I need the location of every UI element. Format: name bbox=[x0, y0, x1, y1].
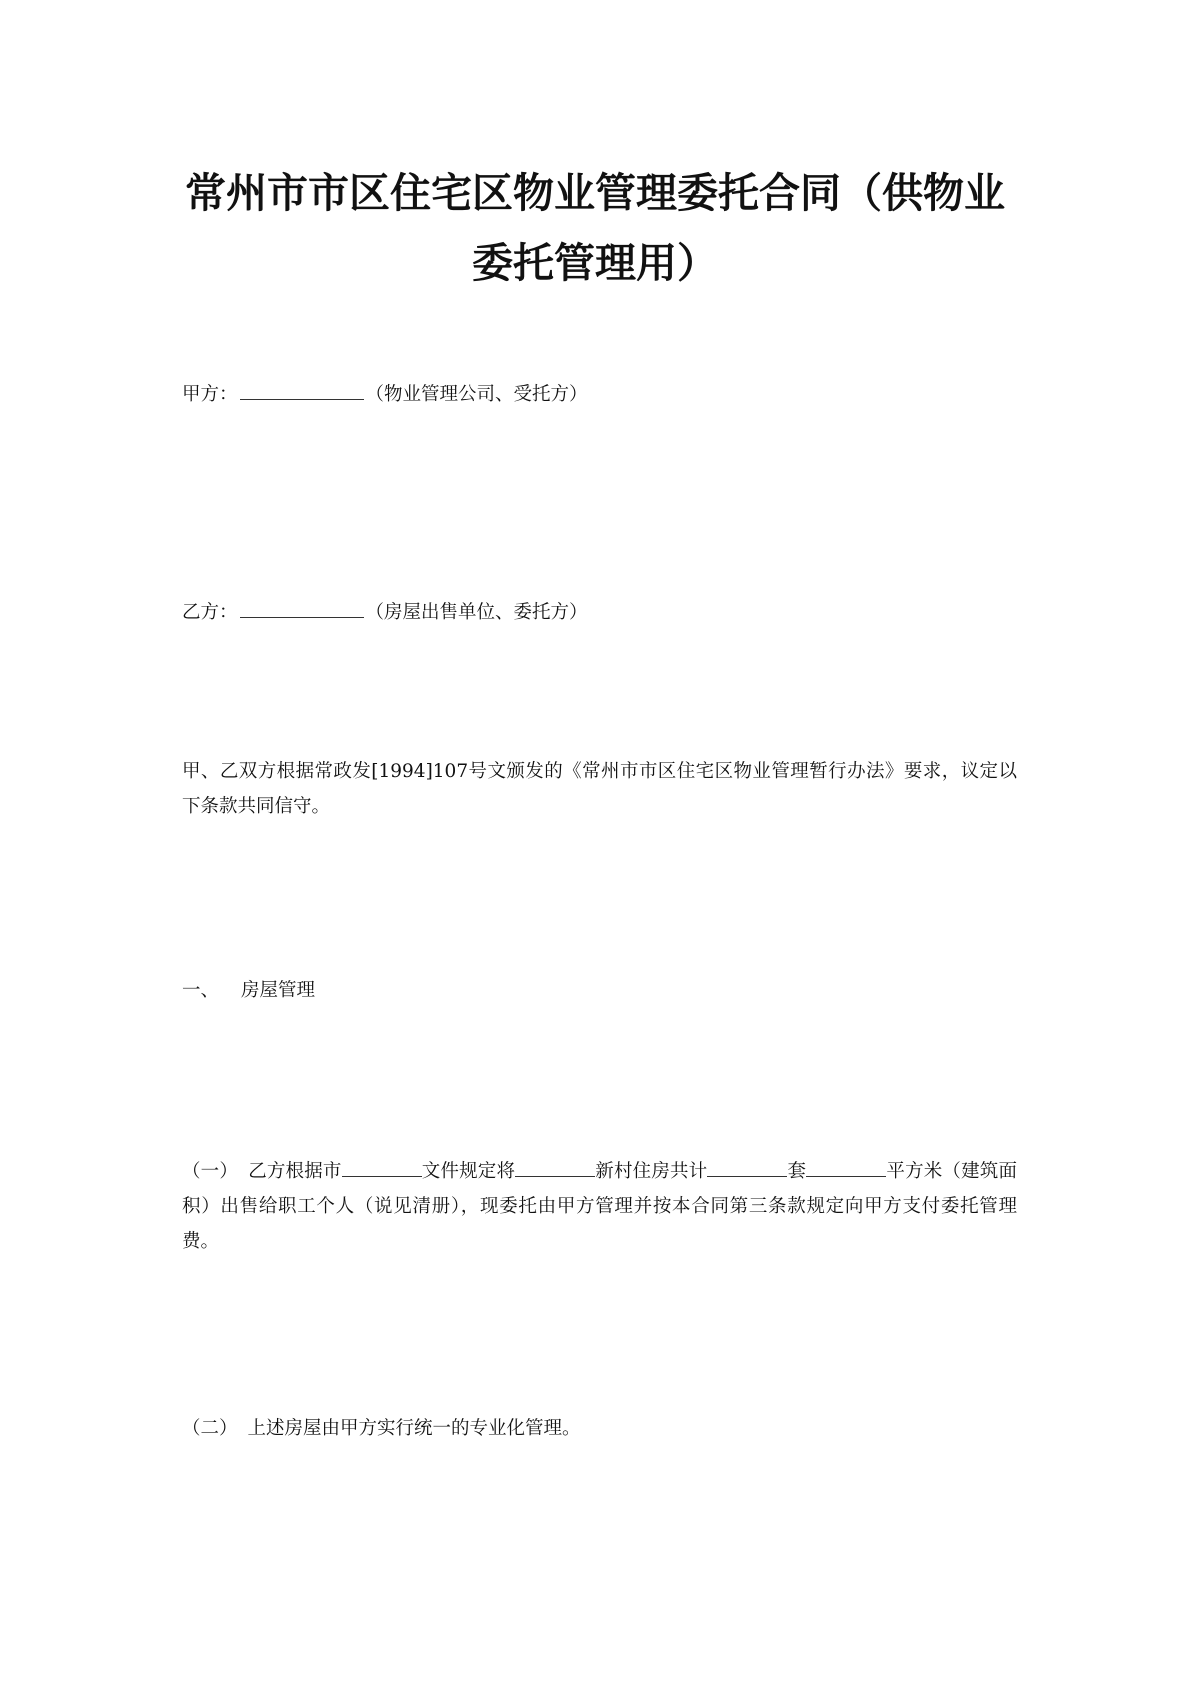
party-b-line bbox=[182, 595, 1017, 630]
clause-2-paragraph bbox=[182, 1411, 1017, 1446]
party-a-line bbox=[182, 377, 1017, 412]
city-document-blank[interactable] bbox=[342, 1158, 422, 1177]
clause-1-text-2: 文件规定将 bbox=[421, 1161, 516, 1182]
title-line-1: 常州市市区住宅区物业管理委托合同（供物业 bbox=[185, 169, 1005, 217]
party-b-note: （房屋出售单位、委托方） bbox=[365, 602, 588, 623]
party-a-blank[interactable] bbox=[240, 381, 364, 400]
section-1-number: 一、 bbox=[182, 980, 220, 1001]
section-1-title: 房屋管理 bbox=[241, 980, 316, 1001]
clause-1-paragraph bbox=[182, 1154, 1017, 1259]
area-blank[interactable] bbox=[806, 1158, 886, 1177]
clause-2-number: （二） bbox=[182, 1418, 238, 1439]
party-b-blank[interactable] bbox=[240, 599, 364, 618]
party-b-label: 乙方： bbox=[182, 602, 238, 623]
party-a-note: （物业管理公司、受托方） bbox=[365, 384, 588, 405]
clause-2-text: 上述房屋由甲方实行统一的专业化管理。 bbox=[247, 1418, 581, 1439]
clause-1-number: （一） bbox=[182, 1161, 239, 1182]
clause-1-text-4: 套 bbox=[787, 1161, 807, 1182]
clause-1-text-3: 新村住房共计 bbox=[595, 1161, 708, 1182]
party-a-label: 甲方： bbox=[182, 384, 238, 405]
clause-1-text-5: 平方米（建筑面积）出售给职工个人（说见清册），现委托由甲方管理并按本合同第三条款规定向甲方支付委托管理费。 bbox=[182, 1161, 1017, 1252]
title-line-2: 委托管理用） bbox=[472, 239, 718, 287]
preamble-paragraph: 甲、乙双方根据常政发[1994]107号文颁发的《常州市市区住宅区物业管理暂行办法》要求，议定以下条款共同信守。 bbox=[182, 761, 1017, 817]
village-name-blank[interactable] bbox=[515, 1158, 595, 1177]
clause-1-text-1: 乙方根据市 bbox=[248, 1161, 342, 1182]
section-1-heading bbox=[182, 973, 1017, 1008]
unit-count-blank[interactable] bbox=[707, 1158, 787, 1177]
document-title bbox=[150, 158, 1040, 298]
